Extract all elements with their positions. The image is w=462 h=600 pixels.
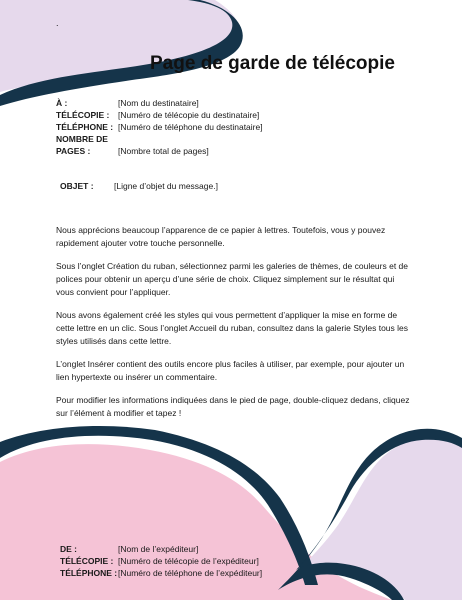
sender-fax-value[interactable]: [Numéro de télécopie de l’expéditeur] [118,556,259,566]
subject-label: OBJET : [60,181,94,191]
body-paragraph-5: Pour modifier les informations indiquées dans le pied de page, double-cliquez dedans, cliquez sur l’élément à modifier et tapez ! [56,395,410,418]
page-title: Page de garde de télécopie [150,53,395,74]
sender-fax-field [60,555,360,567]
subject-value[interactable]: [Ligne d’objet du message.] [114,181,218,191]
recipient-phone-value[interactable]: [Numéro de téléphone du destinataire] [118,122,263,132]
sender-from-label: DE : [60,544,77,554]
body-paragraph-3: Nous avons également créé les styles qui vous permettent d’appliquer la mise en forme de cette lettre en un clic. Sous l’onglet Accueil du ruban, consultez dans la galerie Styles tous les styles utilisés dans cette lettre. [56,310,409,346]
top-mark: . [56,18,59,28]
message-body [56,224,410,430]
recipient-pages-label-line2: PAGES : [56,146,91,156]
recipient-fax-value[interactable]: [Numéro de télécopie du destinataire] [118,110,260,120]
sender-phone-label: TÉLÉPHONE : [60,568,118,578]
sender-from-value[interactable]: [Nom de l’expéditeur] [118,544,199,554]
recipient-to-label: À : [56,98,68,108]
body-paragraph-1: Nous apprécions beaucoup l’apparence de ce papier à lettres. Toutefois, vous y pouvez rapidement ajouter votre touche personnelle. [56,225,386,248]
recipient-phone-field [56,121,356,133]
recipient-fax-field [56,109,356,121]
body-paragraph-2: Sous l’onglet Création du ruban, sélectionnez parmi les galeries de thèmes, de couleurs et de polices pour obtenir un aperçu d’une série de choix. Cliquez simplement sur le résultat qui vous convient pour l’appliquer. [56,261,409,297]
sender-phone-field [60,567,360,579]
recipient-pages-field [56,133,356,157]
recipient-to-value[interactable]: [Nom du destinataire] [118,98,199,108]
recipient-to-field [56,97,356,109]
recipient-phone-label: TÉLÉPHONE : [56,122,114,132]
body-paragraph-4: L’onglet Insérer contient des outils encore plus faciles à utiliser, par exemple, pour ajouter un lien hypertexte ou insérer un commentaire. [56,359,405,382]
subject-field [60,180,360,192]
sender-phone-value[interactable]: [Numéro de téléphone de l’expéditeur] [118,568,263,578]
sender-fax-label: TÉLÉCOPIE : [60,556,114,566]
sender-from-field [60,543,360,555]
recipient-pages-value[interactable]: [Nombre total de pages] [118,146,209,156]
recipient-pages-label-line1: NOMBRE DE [56,134,108,144]
recipient-fax-label: TÉLÉCOPIE : [56,110,110,120]
